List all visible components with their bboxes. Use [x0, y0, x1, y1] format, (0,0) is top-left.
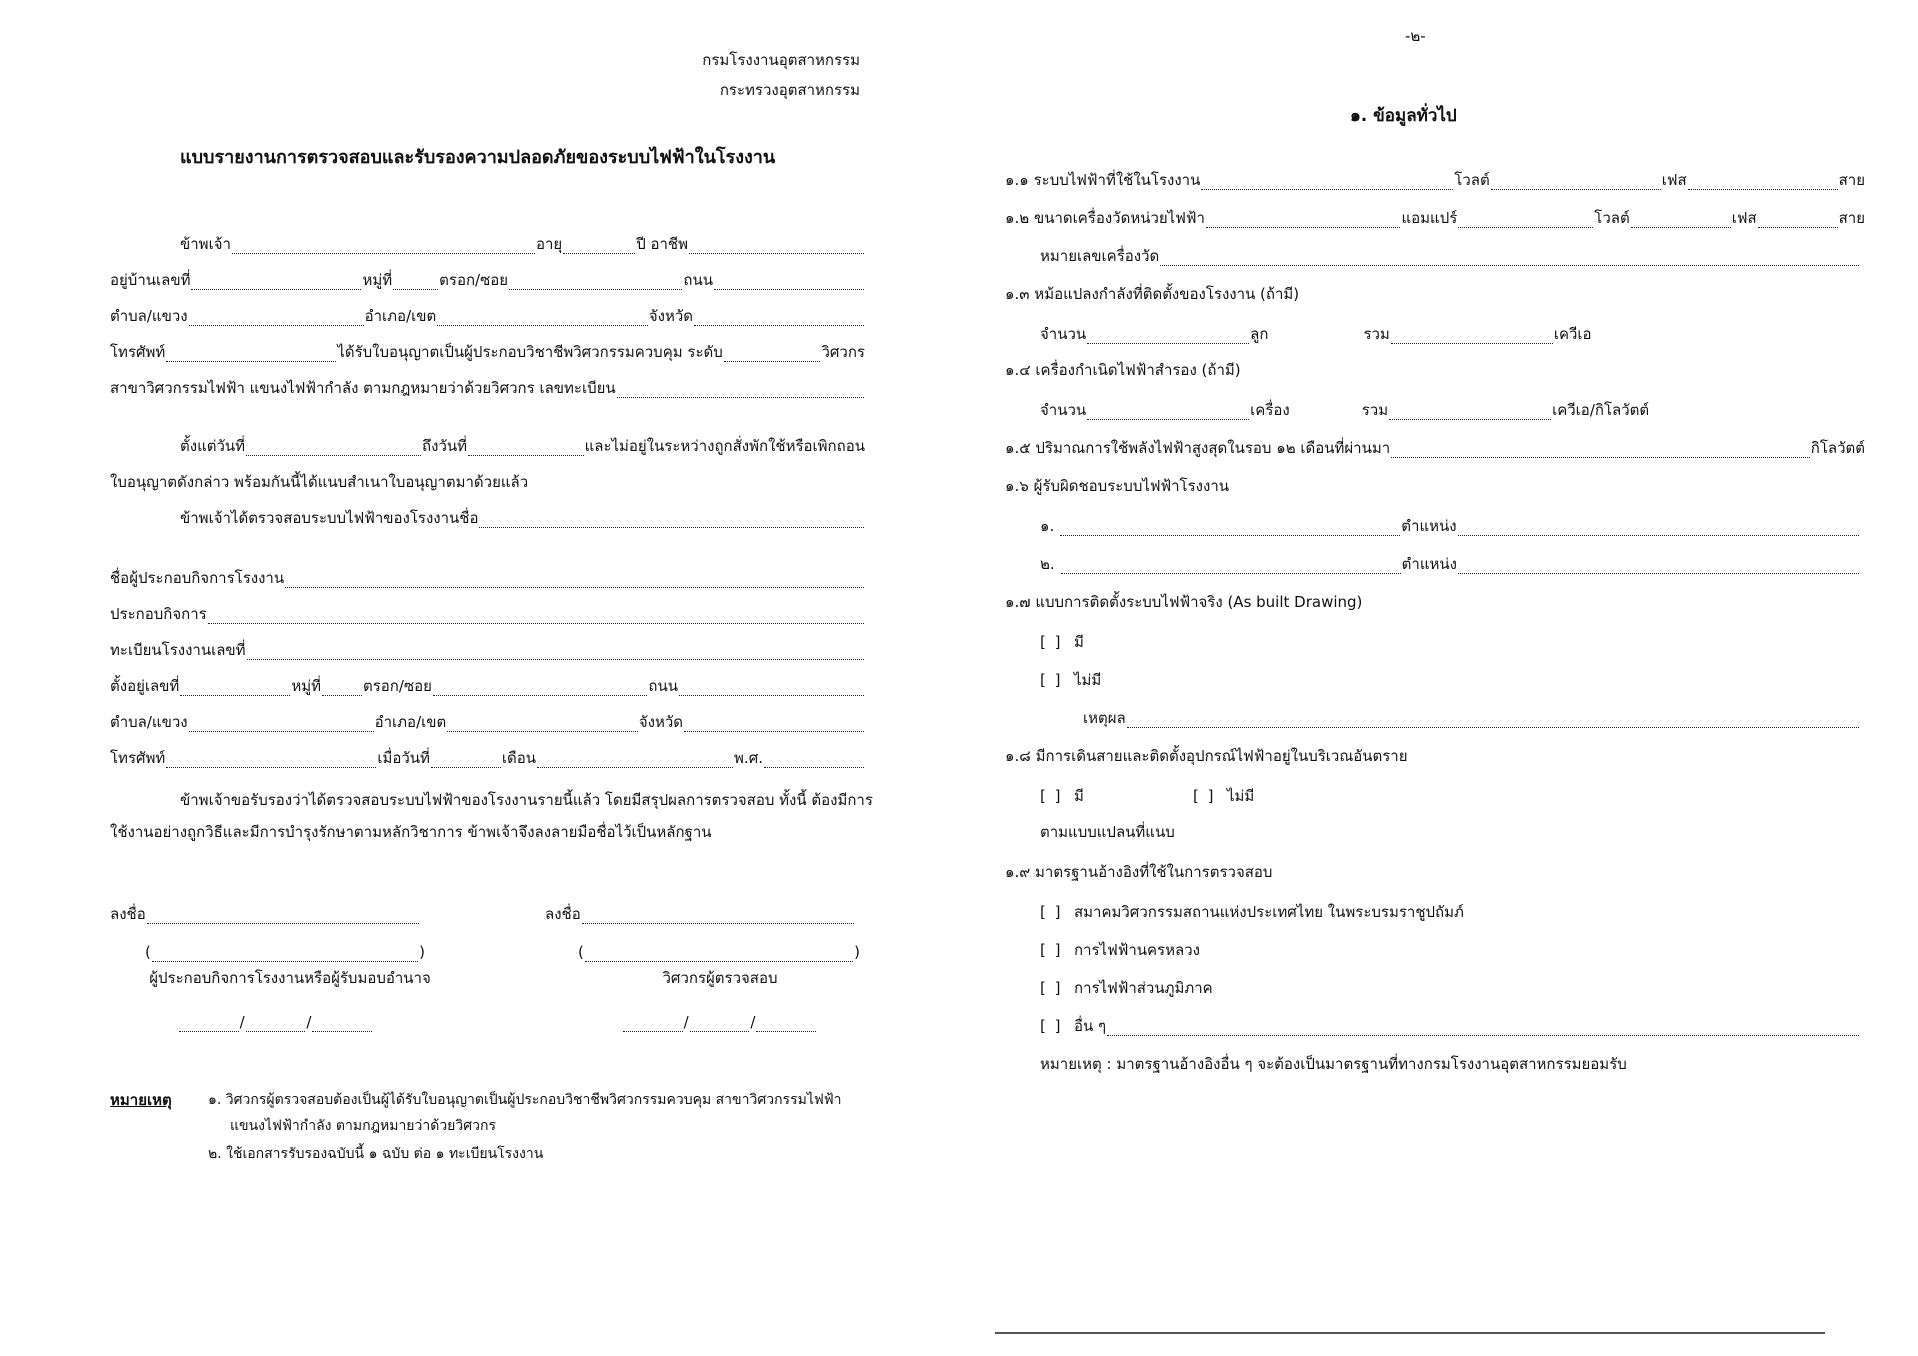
day-field[interactable]: [431, 753, 501, 768]
signature-2-field[interactable]: [582, 909, 854, 924]
label-i: ข้าพเจ้า: [180, 235, 231, 253]
attached-text: ใบอนุญาตดังกล่าว พร้อมกันนี้ได้แนบสำเนาใบอนุญาตมาด้วยแล้ว: [110, 473, 529, 491]
label-factory-moo: หมู่ที่: [291, 677, 321, 695]
slash: /: [683, 1013, 689, 1031]
road-field[interactable]: [714, 275, 864, 290]
label-factory-province: จังหวัด: [638, 713, 683, 731]
s1-7-option-none[interactable]: [1040, 668, 1101, 690]
paren-close: ): [854, 943, 860, 961]
label-factory-amphoe: อำเภอ/เขต: [374, 713, 447, 731]
province-field[interactable]: [694, 311, 864, 326]
factory-moo-field[interactable]: [322, 681, 362, 696]
label-amphoe: อำเภอ/เขต: [364, 307, 437, 325]
factory-road-field[interactable]: [679, 681, 864, 696]
s1-9-remark: หมายเหตุ : มาตรฐานอ้างอิงอื่น ๆ จะต้องเป็นมาตรฐานที่ทางกรมโรงงานอุตสาหกรรมยอมรับ: [1040, 1055, 1627, 1073]
s1-1-label: ๑.๑ ระบบไฟฟ้าที่ใช้ในโรงงาน: [1005, 171, 1201, 189]
label-located: ตั้งอยู่เลขที่: [110, 677, 180, 695]
s1-6-person-1-row: [1040, 514, 1860, 536]
s1-4-total-label: รวม: [1361, 401, 1389, 419]
age-field[interactable]: [563, 239, 635, 254]
s1-8-option-none[interactable]: [1193, 784, 1254, 806]
occupation-field[interactable]: [689, 239, 864, 254]
slash: /: [239, 1013, 245, 1031]
signature-1-day[interactable]: [179, 1017, 239, 1032]
note-1: ๑. วิศวกรผู้ตรวจสอบต้องเป็นผู้ได้รับใบอนุญาตเป็นผู้ประกอบวิชาชีพวิศวกรรมควบคุม สาขาวิศวกรรมไฟฟ้า: [208, 1092, 842, 1108]
s1-2-meter-label: หมายเลขเครื่องวัด: [1040, 247, 1160, 265]
s1-7-label: ๑.๗ แบบการติดตั้งระบบไฟฟ้าจริง (As built Drawing): [1005, 593, 1363, 611]
label-factory-road: ถนน: [648, 677, 678, 695]
label-soi: ตรอก/ซอย: [439, 271, 509, 289]
page-bottom-rule: [995, 1332, 1825, 1334]
month-field[interactable]: [537, 753, 733, 768]
signature-2-row: [545, 902, 855, 924]
phone-field[interactable]: [166, 347, 336, 362]
s1-9-option-other[interactable]: [1040, 1014, 1860, 1036]
label-sign-2: ลงชื่อ: [545, 905, 581, 923]
not-suspended-text: และไม่อยู่ในระหว่างถูกสั่งพักใช้หรือเพิกถอน: [584, 437, 865, 455]
header-dept: กรมโรงงานอุตสาหกรรม: [702, 51, 860, 69]
branch-text: สาขาวิศวกรรมไฟฟ้า แขนงไฟฟ้ากำลัง ตามกฎหมายว่าด้วยวิศวกร เลขทะเบียน: [110, 379, 616, 397]
checkbox[interactable]: [ ]: [1040, 1017, 1063, 1035]
signature-1-name-row: [145, 940, 425, 962]
s1-1-phase-field[interactable]: [1688, 175, 1838, 190]
s1-8-note: ตามแบบแปลนที่แนบ: [1040, 823, 1175, 841]
label-month: เดือน: [501, 749, 537, 767]
label-factory-tambon: ตำบล/แขวง: [110, 713, 188, 731]
s1-5-label: ๑.๕ ปริมาณการใช้พลังไฟฟ้าสูงสุดในรอบ ๑๒ เดือนที่ผ่านมา: [1005, 439, 1391, 457]
s1-8-label: ๑.๘ มีการเดินสายและติดตั้งอุปกรณ์ไฟฟ้าอยู่ในบริเวณอันตราย: [1005, 747, 1408, 765]
year-field[interactable]: [764, 753, 864, 768]
s1-6-label: ๑.๖ ผู้รับผิดชอบระบบไฟฟ้าโรงงาน: [1005, 477, 1229, 495]
label-tambon: ตำบล/แขวง: [110, 307, 188, 325]
factory-phone-field[interactable]: [166, 753, 376, 768]
label-house-no: อยู่บ้านเลขที่: [110, 271, 191, 289]
s1-3-count-field[interactable]: [1087, 329, 1249, 344]
factory-province-field[interactable]: [684, 717, 864, 732]
signature-2-name-row: [578, 940, 860, 962]
page-number: -๒-: [1405, 27, 1426, 45]
inspected-factory-row: [180, 506, 865, 528]
s1-2-phase-field[interactable]: [1758, 213, 1838, 228]
checkbox[interactable]: [ ]: [1193, 787, 1216, 805]
operator-row: [110, 566, 865, 588]
s1-6-person-1-name[interactable]: [1060, 521, 1400, 536]
s1-7-reason-field[interactable]: [1127, 713, 1859, 728]
moo-field[interactable]: [393, 275, 438, 290]
s1-6-person-2-no: ๒.: [1040, 555, 1055, 573]
s1-3-total-unit-label: เควีเอ: [1553, 325, 1592, 343]
s1-3-label: ๑.๓ หม้อแปลงกำลังที่ติดตั้งของโรงงาน (ถ้ามี): [1005, 285, 1300, 303]
option-label: มี: [1074, 633, 1084, 651]
signature-2-year[interactable]: [756, 1017, 816, 1032]
checkbox[interactable]: [ ]: [1040, 903, 1063, 921]
header-ministry: กระทรวงอุตสาหกรรม: [719, 81, 860, 99]
s1-6-person-1-no: ๑.: [1040, 517, 1055, 535]
label-date: เมื่อวันที่: [377, 749, 430, 767]
s1-2-size-field[interactable]: [1206, 213, 1401, 228]
s1-1-volt-label: โวลต์: [1454, 171, 1490, 189]
s1-4-unit-label: เครื่อง: [1250, 401, 1290, 419]
s1-3-total-field[interactable]: [1391, 329, 1553, 344]
amphoe-field[interactable]: [437, 311, 648, 326]
s1-1-volt-field[interactable]: [1491, 175, 1661, 190]
s1-2-wire-label: สาย: [1838, 209, 1865, 227]
engineer-branch-row: [110, 376, 865, 398]
s1-2-meter-row: [1040, 244, 1860, 266]
s1-5-row: [1005, 436, 1865, 458]
factory-address-row: [110, 674, 865, 696]
factory-name-field[interactable]: [479, 513, 864, 528]
license-period-row: [180, 434, 865, 456]
paren-close: ): [419, 943, 425, 961]
s1-2-row: [1005, 206, 1865, 228]
s1-6-person-1-position[interactable]: [1458, 521, 1859, 536]
since-date-field[interactable]: [246, 441, 421, 456]
factory-tambon-field[interactable]: [189, 717, 374, 732]
s1-6-person-2-position[interactable]: [1458, 559, 1859, 574]
s1-4-count-label: จำนวน: [1040, 401, 1087, 419]
note-2: ๒. ใช้เอกสารรับรองฉบับนี้ ๑ ฉบับ ต่อ ๑ ทะเบียนโรงงาน: [208, 1146, 544, 1162]
business-field[interactable]: [208, 609, 864, 624]
s1-7-option-have[interactable]: [1040, 630, 1084, 652]
engineer-license-row: [110, 340, 865, 362]
option-label: สมาคมวิศวกรรมสถานแห่งประเทศไทย ในพระบรมราชูปถัมภ์: [1074, 903, 1464, 921]
s1-2-volt-label: โวลต์: [1594, 209, 1630, 227]
engineer-name-field[interactable]: [232, 239, 535, 254]
label-factory-reg: ทะเบียนโรงงานเลขที่: [110, 641, 246, 659]
slash: /: [306, 1013, 312, 1031]
engineer-district-row: [110, 304, 865, 326]
option-label: การไฟฟ้าส่วนภูมิภาค: [1074, 979, 1213, 997]
label-year: พ.ศ.: [734, 749, 763, 767]
option-label: อื่น ๆ: [1074, 1017, 1107, 1035]
s1-3-total-label: รวม: [1363, 325, 1390, 343]
s1-2-phase-label: เฟส: [1731, 209, 1757, 227]
section-title: ๑. ข้อมูลทั่วไป: [1350, 106, 1457, 126]
s1-9-option-eit[interactable]: [1040, 900, 1464, 922]
s1-2-amp-label: แอมแปร์: [1401, 209, 1458, 227]
signature-2-day[interactable]: [623, 1017, 683, 1032]
checkbox[interactable]: [ ]: [1040, 787, 1063, 805]
option-label: ไม่มี: [1227, 787, 1255, 805]
label-years-occupation: ปี อาชีพ: [636, 235, 688, 253]
right-page: [960, 0, 1918, 1356]
certify-line-1: ข้าพเจ้าขอรับรองว่าได้ตรวจสอบระบบไฟฟ้าของโรงงานรายนี้แล้ว โดยมีสรุปผลการตรวจสอบ ทั้งนี้ ต้องมีการ: [180, 791, 873, 809]
signature-1-role: ผู้ประกอบกิจการโรงงานหรือผู้รับมอบอำนาจ: [149, 969, 431, 987]
factory-reg-row: [110, 638, 865, 660]
s1-2-meter-field[interactable]: [1160, 251, 1859, 266]
tambon-field[interactable]: [189, 311, 364, 326]
s1-5-unit-label: กิโลวัตต์: [1810, 439, 1865, 457]
s1-1-system-field[interactable]: [1201, 175, 1453, 190]
signature-2-month[interactable]: [690, 1017, 750, 1032]
s1-5-field[interactable]: [1391, 443, 1810, 458]
certify-line-2: ใช้งานอย่างถูกวิธีและมีการบำรุงรักษาตามหลักวิชาการ ข้าพเจ้าจึงลงลายมือชื่อไว้เป็นหลักฐาน: [110, 823, 712, 841]
s1-9-option-mea[interactable]: [1040, 938, 1200, 960]
engineer-address-row: [110, 268, 865, 290]
s1-4-count-field[interactable]: [1087, 405, 1249, 420]
signature-1-month[interactable]: [246, 1017, 306, 1032]
business-row: [110, 602, 865, 624]
label-age: อายุ: [535, 235, 563, 253]
inspected-text: ข้าพเจ้าได้ตรวจสอบระบบไฟฟ้าของโรงงานชื่อ: [180, 509, 479, 527]
label-phone: โทรศัพท์: [110, 343, 166, 361]
factory-amphoe-field[interactable]: [447, 717, 638, 732]
label-factory-soi: ตรอก/ซอย: [363, 677, 432, 695]
slash: /: [750, 1013, 756, 1031]
house-no-field[interactable]: [191, 275, 361, 290]
signature-2-date-row: [622, 1010, 817, 1032]
form-title: แบบรายงานการตรวจสอบและรับรองความปลอดภัยของระบบไฟฟ้าในโรงงาน: [180, 147, 776, 168]
option-label: การไฟฟ้านครหลวง: [1074, 941, 1200, 959]
s1-4-total-field[interactable]: [1389, 405, 1551, 420]
label-since: ตั้งแต่วันที่: [180, 437, 246, 455]
operator-field[interactable]: [285, 573, 864, 588]
until-date-field[interactable]: [468, 441, 584, 456]
s1-9-option-pea[interactable]: [1040, 976, 1213, 998]
s1-2-amp-field[interactable]: [1458, 213, 1593, 228]
signature-2-role: วิศวกรผู้ตรวจสอบ: [662, 969, 778, 987]
label-business: ประกอบกิจการ: [110, 605, 207, 623]
s1-9-label: ๑.๙ มาตรฐานอ้างอิงที่ใช้ในการตรวจสอบ: [1005, 863, 1273, 881]
signature-1-date-row: [178, 1010, 373, 1032]
s1-4-label: ๑.๔ เครื่องกำเนิดไฟฟ้าสำรอง (ถ้ามี): [1005, 361, 1241, 379]
engineer-name-row: [180, 232, 865, 254]
signature-1-field[interactable]: [147, 909, 419, 924]
s1-3-unit-label: ลูก: [1250, 325, 1269, 343]
label-until: ถึงวันที่: [422, 437, 468, 455]
label-engineer: วิศวกร: [821, 343, 865, 361]
s1-3-count-row: [1040, 322, 1592, 344]
s1-3-count-label: จำนวน: [1040, 325, 1087, 343]
checkbox[interactable]: [ ]: [1040, 633, 1063, 651]
s1-6-person-1-position-label: ตำแหน่ง: [1401, 517, 1457, 535]
factory-house-no-field[interactable]: [180, 681, 290, 696]
s1-4-total-unit-label: เควีเอ/กิโลวัตต์: [1552, 401, 1650, 419]
note-1-cont: แขนงไฟฟ้ากำลัง ตามกฎหมายว่าด้วยวิศวกร: [230, 1118, 496, 1134]
label-road: ถนน: [683, 271, 713, 289]
license-text: ได้รับใบอนุญาตเป็นผู้ประกอบวิชาชีพวิศวกรรมควบคุม ระดับ: [337, 343, 723, 361]
s1-1-phase-label: เฟส: [1661, 171, 1687, 189]
option-label: มี: [1074, 787, 1084, 805]
signature-2-name-field[interactable]: [585, 947, 853, 962]
s1-2-volt-field[interactable]: [1631, 213, 1731, 228]
s1-7-reason-label: เหตุผล: [1083, 709, 1126, 727]
s1-1-wire-label: สาย: [1838, 171, 1865, 189]
label-moo: หมู่ที่: [362, 271, 393, 289]
label-operator: ชื่อผู้ประกอบกิจการโรงงาน: [110, 569, 285, 587]
signature-1-name-field[interactable]: [152, 947, 418, 962]
paren-open: (: [145, 943, 151, 961]
notes-label: หมายเหตุ: [110, 1091, 172, 1109]
checkbox[interactable]: [ ]: [1040, 941, 1063, 959]
signature-1-row: [110, 902, 420, 924]
option-label: ไม่มี: [1074, 671, 1102, 689]
label-factory-phone: โทรศัพท์: [110, 749, 166, 767]
soi-field[interactable]: [509, 275, 682, 290]
checkbox[interactable]: [ ]: [1040, 671, 1063, 689]
label-sign-1: ลงชื่อ: [110, 905, 146, 923]
factory-district-row: [110, 710, 865, 732]
registration-no-field[interactable]: [617, 383, 864, 398]
label-province: จังหวัด: [648, 307, 693, 325]
s1-6-person-2-name[interactable]: [1061, 559, 1401, 574]
factory-reg-field[interactable]: [247, 645, 864, 660]
s1-6-person-2-row: [1040, 552, 1860, 574]
s1-1-row: [1005, 168, 1865, 190]
s1-8-option-have[interactable]: [1040, 784, 1084, 806]
checkbox[interactable]: [ ]: [1040, 979, 1063, 997]
s1-6-person-2-position-label: ตำแหน่ง: [1401, 555, 1457, 573]
signature-1-year[interactable]: [312, 1017, 372, 1032]
s1-9-other-field[interactable]: [1107, 1021, 1859, 1036]
factory-phone-date-row: [110, 746, 865, 768]
s1-7-reason-row: [1083, 706, 1860, 728]
factory-soi-field[interactable]: [433, 681, 647, 696]
paren-open: (: [578, 943, 584, 961]
license-level-field[interactable]: [724, 347, 821, 362]
s1-4-count-row: [1040, 398, 1650, 420]
s1-2-label: ๑.๒ ขนาดเครื่องวัดหน่วยไฟฟ้า: [1005, 209, 1205, 227]
